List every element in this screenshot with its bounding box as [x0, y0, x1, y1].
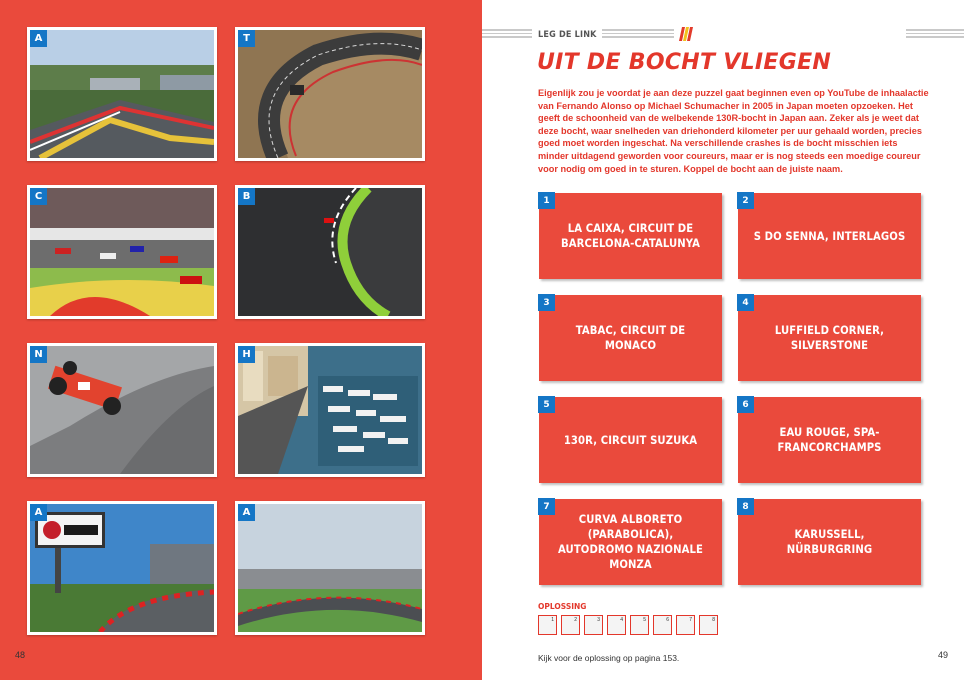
- answer-box-2: [738, 193, 921, 279]
- photo-a-martini: [27, 501, 217, 635]
- answer-number: 4: [737, 294, 754, 311]
- answer-text: 130R, CIRCUIT SUZUKA: [563, 433, 698, 447]
- flag-icon: [679, 26, 693, 42]
- solution-cell-number: 3: [597, 617, 600, 623]
- photo-race-start-image: [30, 188, 214, 316]
- solution-cell-4[interactable]: [607, 615, 626, 635]
- answer-text: TABAC, CIRCUIT DE MONACO: [575, 324, 686, 352]
- solution-cell-number: 8: [712, 617, 715, 623]
- photo-label: H: [238, 346, 255, 363]
- photo-wide-circuit-image: [238, 504, 422, 632]
- answer-text: CURVA ALBORETO (PARABOLICA), AUTODROMO NAZIONALE MONZA: [558, 513, 703, 571]
- photo-label: N: [30, 346, 47, 363]
- photo-gravel-image: [238, 30, 422, 158]
- answer-box-4: [738, 295, 921, 381]
- solution-cell-number: 6: [666, 617, 669, 623]
- solution-cell-5[interactable]: [630, 615, 649, 635]
- page-number-left: 48: [15, 650, 26, 660]
- answer-text: LUFFIELD CORNER, SILVERSTONE: [774, 324, 885, 352]
- photo-label: C: [30, 188, 47, 205]
- photo-martini-image: [30, 504, 214, 632]
- header-stripes-left: [482, 29, 532, 40]
- solution-cell-1[interactable]: [538, 615, 557, 635]
- photo-label: B: [238, 188, 255, 205]
- photo-c: [27, 185, 217, 319]
- photo-label: A: [30, 504, 47, 521]
- answer-box-1: [539, 193, 722, 279]
- section-tag: LEG DE LINK: [538, 30, 597, 40]
- right-page: [482, 0, 964, 680]
- intro-text: Eigenlijk zou je voordat je aan deze puzzel gaat beginnen even op YouTube de inhaalactie van Fernando Alonso op Michael Schumacher in 2005 in Japan moeten opzoeken. Het geeft de schoonheid van de welbekende 130R-bocht in Japan aan. Zeker als je weet dat deze bocht, waar snelheden van driehonderd kilometer per uur gehaald worden, precies goed moet worden ingeschat. Na verschillende crashes is de bocht misschien iets minder uitdagend geworden voor coureurs, maar er is nog steeds een moedige coureur voor nodig om goed in te sturen.: [538, 88, 929, 174]
- answer-number: 7: [538, 498, 555, 515]
- photo-classic-car-image: [30, 346, 214, 474]
- photo-a: [27, 27, 217, 161]
- photo-label: A: [30, 30, 47, 47]
- photo-n: [27, 343, 217, 477]
- photo-label: T: [238, 30, 255, 47]
- answer-number: 1: [538, 192, 555, 209]
- solution-cell-number: 1: [551, 617, 554, 623]
- solution-cell-number: 7: [689, 617, 692, 623]
- photo-b: [235, 185, 425, 319]
- solution-cell-number: 4: [620, 617, 623, 623]
- photo-label: A: [238, 504, 255, 521]
- answer-number: 5: [538, 396, 555, 413]
- solution-cell-7[interactable]: [676, 615, 695, 635]
- photo-monaco-image: [238, 346, 422, 474]
- header-stripes-mid: [602, 29, 674, 40]
- answer-box-7: [539, 499, 722, 585]
- answer-box-6: [738, 397, 921, 483]
- photo-h: [235, 343, 425, 477]
- header-stripes-right: [906, 29, 964, 40]
- solution-label: OPLOSSING: [538, 602, 587, 611]
- photo-t: [235, 27, 425, 161]
- answer-text: LA CAIXA, CIRCUIT DE BARCELONA-CATALUNYA: [560, 222, 701, 250]
- answer-box-3: [539, 295, 722, 381]
- answer-number: 8: [737, 498, 754, 515]
- page-title: UIT DE BOCHT VLIEGEN: [537, 50, 832, 75]
- page-number-right: 49: [937, 650, 948, 660]
- intro-paragraph: [538, 87, 930, 175]
- answer-box-8: [738, 499, 921, 585]
- solution-cell-8[interactable]: [699, 615, 718, 635]
- answer-text: EAU ROUGE, SPA-FRANCORCHAMPS: [777, 426, 882, 454]
- photo-a-circuit: [235, 501, 425, 635]
- answer-number: 3: [538, 294, 555, 311]
- footer-note: Kijk voor de oplossing op pagina 153.: [538, 653, 680, 663]
- answer-number: 2: [737, 192, 754, 209]
- answer-number: 6: [737, 396, 754, 413]
- solution-cell-3[interactable]: [584, 615, 603, 635]
- photo-spa-image: [30, 30, 214, 158]
- solution-cell-number: 5: [643, 617, 646, 623]
- photo-green-kerb-image: [238, 188, 422, 316]
- answer-text: KARUSSELL, NÜRBURGRING: [786, 528, 873, 556]
- solution-cell-2[interactable]: [561, 615, 580, 635]
- intro-emphasis: Koppel de bocht aan de juiste naam.: [683, 163, 843, 174]
- solution-cell-number: 2: [574, 617, 577, 623]
- answer-box-5: [539, 397, 722, 483]
- solution-grid: [538, 615, 718, 635]
- solution-cell-6[interactable]: [653, 615, 672, 635]
- answer-text: S DO SENNA, INTERLAGOS: [753, 229, 906, 243]
